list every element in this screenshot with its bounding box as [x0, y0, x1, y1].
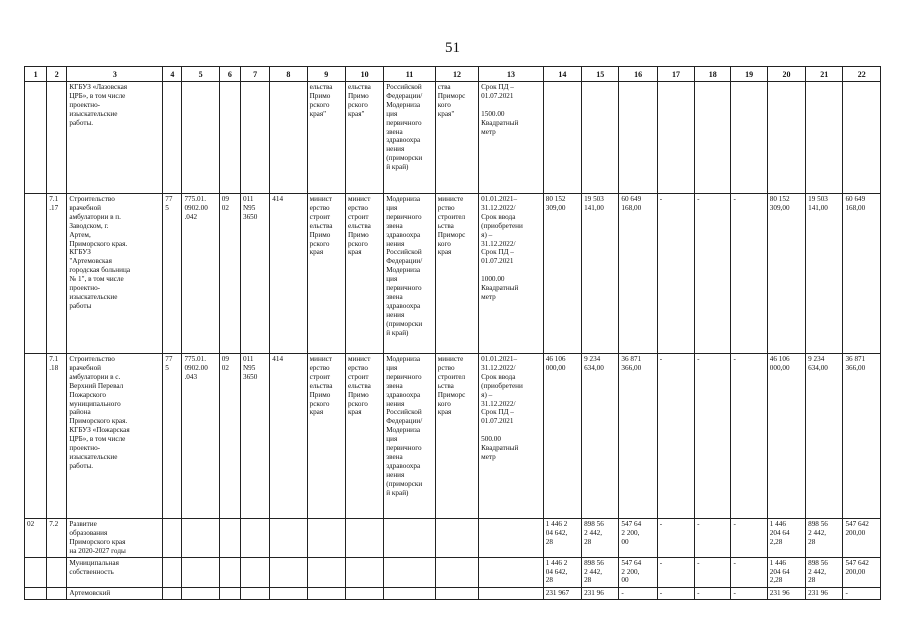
- table-cell-col11: Российской Федерации/ Модерниза ция первичного звена здравоохра нения (приморски й край): [384, 82, 435, 194]
- column-header: 19: [731, 67, 767, 82]
- table-cell-col22: [843, 82, 881, 194]
- table-cell-col11: Модерниза ция первичного звена здравоохра нения Российской Федерации/ Модерниза ция первичного звена здравоохра нения (приморски й край): [384, 354, 435, 519]
- table-cell-col14: 1 446 2 04 642, 28: [543, 557, 581, 587]
- table-cell-col7: [240, 587, 269, 599]
- table-cell-col14: 1 446 2 04 642, 28: [543, 519, 581, 558]
- table-cell-col19: -: [731, 587, 767, 599]
- column-header: 5: [182, 67, 219, 82]
- table-cell-col19: -: [731, 519, 767, 558]
- table-row-artemovsky: [25, 587, 881, 599]
- table-row-7-1-18: [25, 354, 881, 519]
- table-cell-col8: [270, 82, 307, 194]
- table-cell-col21: 231 96: [806, 587, 843, 599]
- table-cell-col9: минист ерство строит ельства Примо рского края: [307, 354, 345, 519]
- table-cell-col3: Муниципальная собственность: [67, 557, 163, 587]
- table-cell-col13: Срок ПД – 01.07.2021 1500.00 Квадратный метр: [479, 82, 544, 194]
- table-cell-col7: 011 N95 3650: [240, 354, 269, 519]
- table-row-7-1-17: [25, 194, 881, 354]
- column-header: 22: [843, 67, 881, 82]
- table-cell-col8: [270, 519, 307, 558]
- column-header: 21: [806, 67, 843, 82]
- table-cell-col21: 19 503 141,00: [806, 194, 843, 354]
- table-cell-col13: [479, 519, 544, 558]
- table-cell-col10: минист ерство строит ельства Примо рского края: [345, 194, 383, 354]
- table-cell-col17: -: [657, 194, 694, 354]
- table-row-municipal: [25, 557, 881, 587]
- table-cell-col3: КГБУЗ «Лазовская ЦРБ», в том числе проектно- изыскательские работы.: [67, 82, 163, 194]
- table-cell-col11: [384, 557, 435, 587]
- table-cell-col12: министе рство строител ьства Приморс кого края: [435, 194, 478, 354]
- table-cell-col2: 7.2: [47, 519, 67, 558]
- table-cell-col1: [25, 354, 47, 519]
- table-cell-col20: 46 106 000,00: [767, 354, 805, 519]
- column-header: 2: [47, 67, 67, 82]
- table-cell-col5: [182, 557, 219, 587]
- table-cell-col9: [307, 557, 345, 587]
- table-cell-col5: [182, 519, 219, 558]
- column-header: 1: [25, 67, 47, 82]
- table-cell-col15: 19 503 141,00: [582, 194, 619, 354]
- table-cell-col13: [479, 587, 544, 599]
- table-cell-col3: Развитие образования Приморского края на 2020-2027 годы: [67, 519, 163, 558]
- table-cell-col7: [240, 82, 269, 194]
- table-cell-col9: [307, 519, 345, 558]
- table-cell-col5: [182, 587, 219, 599]
- table-cell-col15: 9 234 634,00: [582, 354, 619, 519]
- budget-table: [24, 66, 881, 600]
- table-cell-col4: [163, 82, 182, 194]
- table-cell-col2: 7.1 .18: [47, 354, 67, 519]
- column-header: 8: [270, 67, 307, 82]
- table-cell-col6: [219, 587, 240, 599]
- table-cell-col6: [219, 82, 240, 194]
- table-cell-col6: 09 02: [219, 194, 240, 354]
- column-header: 18: [695, 67, 731, 82]
- table-cell-col5: [182, 82, 219, 194]
- table-cell-col18: -: [695, 194, 731, 354]
- table-cell-col8: [270, 587, 307, 599]
- column-header: 6: [219, 67, 240, 82]
- table-cell-col5: 775.01. 0902.00 .043: [182, 354, 219, 519]
- table-cell-col11: Модерниза ция первичного звена здравоохра нения Российской Федерации/ Модерниза ция первичного звена здравоохра нения (приморски й край): [384, 194, 435, 354]
- table-cell-col18: -: [695, 519, 731, 558]
- table-cell-col14: 80 152 309,00: [543, 194, 581, 354]
- table-cell-col20: 80 152 309,00: [767, 194, 805, 354]
- table-cell-col17: [657, 82, 694, 194]
- table-cell-col21: 898 56 2 442, 28: [806, 519, 843, 558]
- column-header: 20: [767, 67, 805, 82]
- column-header: 9: [307, 67, 345, 82]
- table-cell-col22: -: [843, 587, 881, 599]
- column-header: 14: [543, 67, 581, 82]
- table-cell-col14: 46 106 000,00: [543, 354, 581, 519]
- table-cell-col9: минист ерство строит ельства Примо рского края: [307, 194, 345, 354]
- table-cell-col1: [25, 82, 47, 194]
- table-cell-col21: 898 56 2 442, 28: [806, 557, 843, 587]
- table-cell-col8: [270, 557, 307, 587]
- table-cell-col17: -: [657, 587, 694, 599]
- table-cell-col14: [543, 82, 581, 194]
- table-cell-col12: [435, 557, 478, 587]
- column-header: 10: [345, 67, 383, 82]
- table-cell-col6: [219, 519, 240, 558]
- table-cell-col5: 775.01. 0902.00 .042: [182, 194, 219, 354]
- table-cell-col16: -: [619, 587, 657, 599]
- column-header: 11: [384, 67, 435, 82]
- page-number: 51: [445, 40, 460, 56]
- table-cell-col3: Строительство врачебной амбулатории в п. Заводском, г. Артем, Приморского края. КГБУЗ "Артемовская городская больница № 1", в том числе проектно- изыскательские работы: [67, 194, 163, 354]
- table-cell-col1: 02: [25, 519, 47, 558]
- table-cell-col2: [47, 557, 67, 587]
- table-cell-col14: 231 967: [543, 587, 581, 599]
- table-cell-col10: [345, 557, 383, 587]
- column-header: 15: [582, 67, 619, 82]
- table-cell-col16: 36 871 366,00: [619, 354, 657, 519]
- table-cell-col21: [806, 82, 843, 194]
- table-cell-col12: [435, 587, 478, 599]
- table-cell-col7: [240, 519, 269, 558]
- table-cell-col15: [582, 82, 619, 194]
- table-cell-col9: [307, 587, 345, 599]
- table-cell-col9: ельства Примо рского края": [307, 82, 345, 194]
- table-cell-col2: [47, 587, 67, 599]
- table-cell-col17: -: [657, 354, 694, 519]
- table-cell-col19: -: [731, 194, 767, 354]
- table-cell-col8: 414: [270, 354, 307, 519]
- table-cell-col20: [767, 82, 805, 194]
- table-cell-col16: 547 64 2 200, 00: [619, 519, 657, 558]
- column-header: 16: [619, 67, 657, 82]
- table-cell-col2: [47, 82, 67, 194]
- table-cell-col7: 011 N95 3650: [240, 194, 269, 354]
- table-cell-col15: 231 96: [582, 587, 619, 599]
- column-header: 4: [163, 67, 182, 82]
- table-cell-col2: 7.1 .17: [47, 194, 67, 354]
- table-cell-col1: [25, 194, 47, 354]
- table-row-continuation: [25, 82, 881, 194]
- table-cell-col18: -: [695, 587, 731, 599]
- table-cell-col8: 414: [270, 194, 307, 354]
- table-cell-col4: [163, 587, 182, 599]
- table-cell-col16: 60 649 168,00: [619, 194, 657, 354]
- table-cell-col4: [163, 519, 182, 558]
- table-cell-col18: -: [695, 354, 731, 519]
- table-cell-col19: [731, 82, 767, 194]
- table-cell-col15: 898 56 2 442, 28: [582, 557, 619, 587]
- table-cell-col4: [163, 557, 182, 587]
- table-cell-col1: [25, 557, 47, 587]
- table-cell-col6: 09 02: [219, 354, 240, 519]
- table-cell-col22: 547 642 200,00: [843, 557, 881, 587]
- column-header: 3: [67, 67, 163, 82]
- column-header: 7: [240, 67, 269, 82]
- table-cell-col12: ства Приморс кого края": [435, 82, 478, 194]
- table-cell-col12: [435, 519, 478, 558]
- table-cell-col10: минист ерство строит ельства Примо рского края: [345, 354, 383, 519]
- column-header: 12: [435, 67, 478, 82]
- table-cell-col10: ельства Примо рского края": [345, 82, 383, 194]
- table-cell-col20: 1 446 204 64 2,28: [767, 557, 805, 587]
- table-cell-col18: -: [695, 557, 731, 587]
- table-cell-col13: 01.01.2021– 31.12.2022/ Срок ввода (приобретени я) – 31.12.2022/ Срок ПД – 01.07.2021 500.00 Квадратный метр: [479, 354, 544, 519]
- table-cell-col11: [384, 587, 435, 599]
- table-cell-col19: -: [731, 354, 767, 519]
- header-row: [25, 67, 881, 82]
- table-cell-col10: [345, 519, 383, 558]
- table-cell-col22: 60 649 168,00: [843, 194, 881, 354]
- table-cell-col20: 1 446 204 64 2,28: [767, 519, 805, 558]
- table-cell-col18: [695, 82, 731, 194]
- table-cell-col1: [25, 587, 47, 599]
- table-cell-col13: 01.01.2021– 31.12.2022/ Срок ввода (приобретени я) – 31.12.2022/ Срок ПД – 01.07.2021 1000.00 Квадратный метр: [479, 194, 544, 354]
- table-cell-col20: 231 96: [767, 587, 805, 599]
- table-cell-col16: [619, 82, 657, 194]
- table-cell-col7: [240, 557, 269, 587]
- table-cell-col4: 77 5: [163, 354, 182, 519]
- column-header: 13: [479, 67, 544, 82]
- table-cell-col15: 898 56 2 442, 28: [582, 519, 619, 558]
- table-cell-col22: 36 871 366,00: [843, 354, 881, 519]
- table-cell-col10: [345, 587, 383, 599]
- table-cell-col3: Артемовский: [67, 587, 163, 599]
- table-cell-col12: министе рство строител ьства Приморс кого края: [435, 354, 478, 519]
- column-header: 17: [657, 67, 694, 82]
- table-row-7-2: [25, 519, 881, 558]
- table-cell-col4: 77 5: [163, 194, 182, 354]
- table-cell-col22: 547 642 200,00: [843, 519, 881, 558]
- table-cell-col3: Строительство врачебной амбулатории в с. Верхний Перевал Пожарского муниципального района Приморского края. КГБУЗ «Пожарская ЦРБ», в том числе проектно- изыскательские работы.: [67, 354, 163, 519]
- table-cell-col11: [384, 519, 435, 558]
- table-cell-col6: [219, 557, 240, 587]
- table-cell-col19: -: [731, 557, 767, 587]
- table-cell-col17: -: [657, 519, 694, 558]
- table-cell-col13: [479, 557, 544, 587]
- table-cell-col16: 547 64 2 200, 00: [619, 557, 657, 587]
- table-cell-col21: 9 234 634,00: [806, 354, 843, 519]
- table-cell-col17: -: [657, 557, 694, 587]
